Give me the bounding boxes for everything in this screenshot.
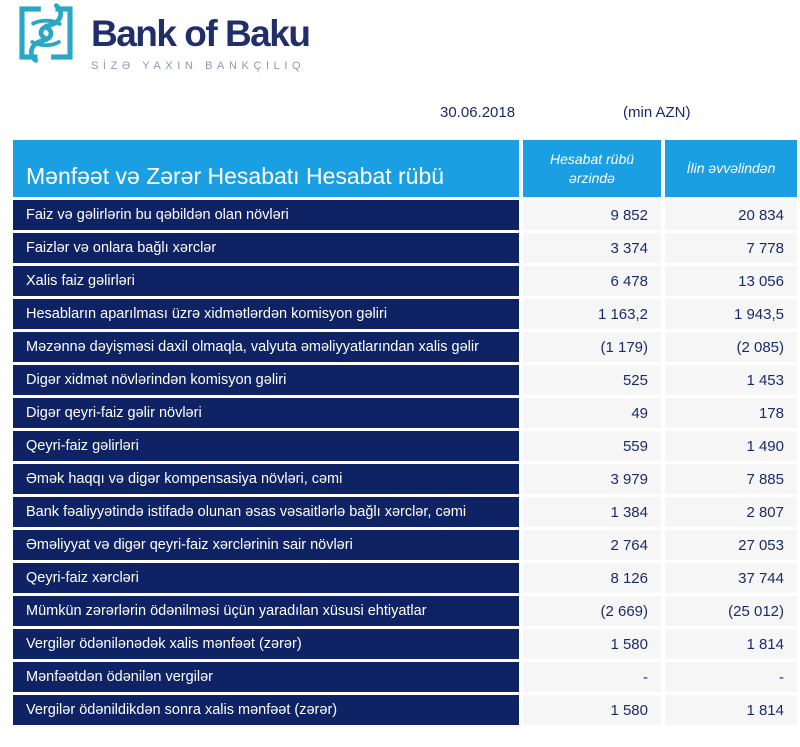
- row-ytd-value: 1 453: [665, 365, 797, 395]
- table-header: [13, 140, 797, 197]
- row-label: Xalis faiz gəlirləri: [13, 266, 519, 296]
- table-row: [13, 365, 797, 395]
- row-label: Digər xidmət növlərindən komisyon gəliri: [13, 365, 519, 395]
- table-row: [13, 530, 797, 560]
- row-ytd-value: 20 834: [665, 200, 797, 230]
- bank-logo: [18, 3, 309, 72]
- row-label: Əmək haqqı və digər kompensasiya növləri, cəmi: [13, 464, 519, 494]
- table-row: [13, 629, 797, 659]
- table-row: [13, 332, 797, 362]
- table-title: Mənfəət və Zərər Hesabatı Hesabat rübü: [13, 140, 519, 197]
- row-quarter-value: 2 764: [523, 530, 661, 560]
- row-label: Vergilər ödənilənədək xalis mənfəət (zərər): [13, 629, 519, 659]
- row-ytd-value: 13 056: [665, 266, 797, 296]
- row-quarter-value: 6 478: [523, 266, 661, 296]
- table-row: [13, 563, 797, 593]
- row-ytd-value: 1 814: [665, 629, 797, 659]
- brand-tagline: SİZƏ YAXIN BANKÇILIQ: [91, 59, 306, 72]
- brand-text: [91, 13, 309, 72]
- row-label: Hesabların aparılması üzrə xidmətlərdən komisyon gəliri: [13, 299, 519, 329]
- row-quarter-value: 1 580: [523, 629, 661, 659]
- table-row: [13, 596, 797, 626]
- column-header-quarter: Hesabat rübü ərzində: [523, 140, 661, 197]
- row-ytd-value: (2 085): [665, 332, 797, 362]
- row-quarter-value: 1 163,2: [523, 299, 661, 329]
- table-row: [13, 233, 797, 263]
- table-row: [13, 497, 797, 527]
- pnl-table: [13, 140, 797, 728]
- table-body: [13, 200, 797, 725]
- chain-square-icon: [18, 3, 74, 63]
- row-label: Mümkün zərərlərin ödənilməsi üçün yaradılan xüsusi ehtiyatlar: [13, 596, 519, 626]
- row-ytd-value: 1 490: [665, 431, 797, 461]
- row-quarter-value: 9 852: [523, 200, 661, 230]
- row-quarter-value: -: [523, 662, 661, 692]
- row-quarter-value: 1 384: [523, 497, 661, 527]
- row-quarter-value: (1 179): [523, 332, 661, 362]
- row-label: Əməliyyat və digər qeyri-faiz xərclərinin sair növləri: [13, 530, 519, 560]
- table-row: [13, 431, 797, 461]
- row-ytd-value: 27 053: [665, 530, 797, 560]
- row-label: Faiz və gəlirlərin bu qəbildən olan növləri: [13, 200, 519, 230]
- row-quarter-value: 559: [523, 431, 661, 461]
- brand-name: Bank of Baku: [91, 13, 310, 54]
- table-row: [13, 695, 797, 725]
- table-row: [13, 200, 797, 230]
- column-header-ytd: İlin əvvəlindən: [665, 140, 797, 197]
- row-ytd-value: 1 814: [665, 695, 797, 725]
- table-row: [13, 398, 797, 428]
- row-label: Bank fəaliyyətində istifadə olunan əsas vəsaitlərlə bağlı xərclər, cəmi: [13, 497, 519, 527]
- table-row: [13, 299, 797, 329]
- row-ytd-value: 37 744: [665, 563, 797, 593]
- row-ytd-value: 7 885: [665, 464, 797, 494]
- row-label: Faizlər və onlara bağlı xərclər: [13, 233, 519, 263]
- row-label: Qeyri-faiz gəlirləri: [13, 431, 519, 461]
- row-quarter-value: 525: [523, 365, 661, 395]
- row-quarter-value: 3 374: [523, 233, 661, 263]
- row-quarter-value: (2 669): [523, 596, 661, 626]
- row-quarter-value: 49: [523, 398, 661, 428]
- row-label: Digər qeyri-faiz gəlir növləri: [13, 398, 519, 428]
- row-ytd-value: -: [665, 662, 797, 692]
- table-row: [13, 266, 797, 296]
- row-ytd-value: 1 943,5: [665, 299, 797, 329]
- currency-unit: (min AZN): [623, 104, 691, 121]
- row-label: Mənfəətdən ödənilən vergilər: [13, 662, 519, 692]
- row-ytd-value: 7 778: [665, 233, 797, 263]
- row-quarter-value: 1 580: [523, 695, 661, 725]
- row-quarter-value: 8 126: [523, 563, 661, 593]
- row-label: Vergilər ödənildikdən sonra xalis mənfəət (zərər): [13, 695, 519, 725]
- row-quarter-value: 3 979: [523, 464, 661, 494]
- row-label: Qeyri-faiz xərcləri: [13, 563, 519, 593]
- table-row: [13, 662, 797, 692]
- report-date: 30.06.2018: [440, 104, 516, 121]
- table-row: [13, 464, 797, 494]
- row-ytd-value: (25 012): [665, 596, 797, 626]
- row-label: Məzənnə dəyişməsi daxil olmaqla, valyuta əməliyyatlarından xalis gəlir: [13, 332, 519, 362]
- row-ytd-value: 2 807: [665, 497, 797, 527]
- row-ytd-value: 178: [665, 398, 797, 428]
